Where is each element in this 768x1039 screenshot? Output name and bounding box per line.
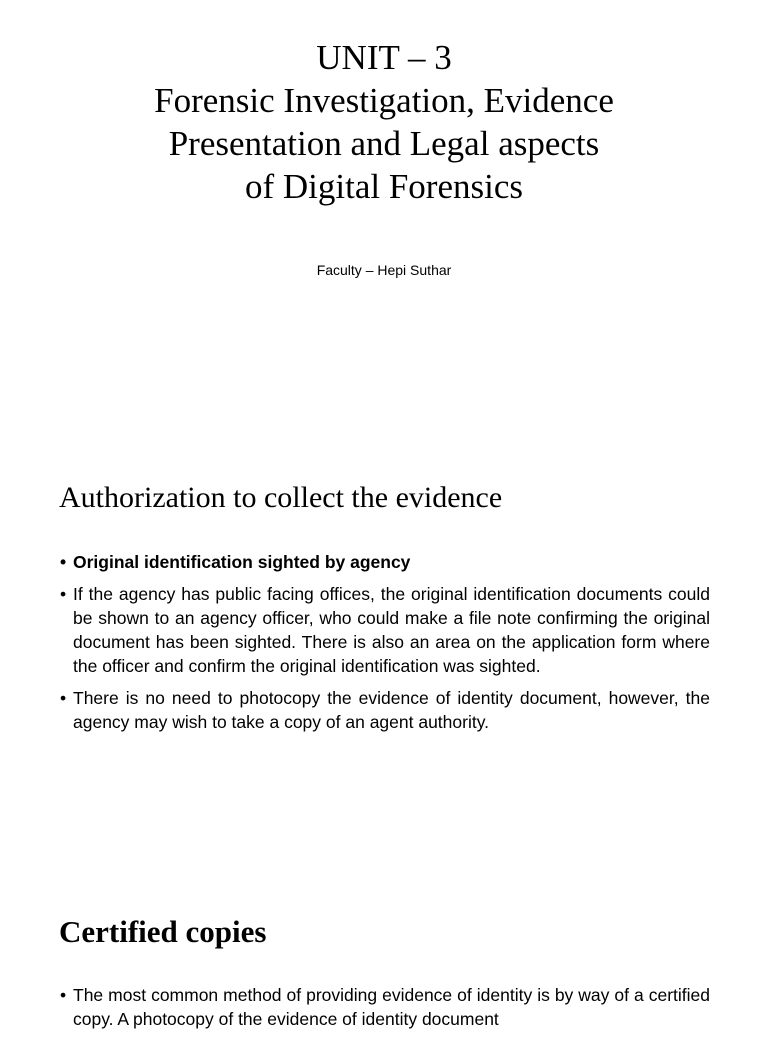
- title-line: UNIT – 3: [316, 38, 452, 77]
- bullet-list: [60, 550, 710, 742]
- slide-heading: Certified copies: [59, 914, 267, 949]
- slide-certified-copies: [0, 880, 768, 1029]
- title-line: of Digital Forensics: [244, 167, 524, 206]
- title-line: Forensic Investigation, Evidence: [154, 81, 614, 120]
- slide-title: [0, 0, 768, 440]
- bullet-list: [60, 983, 710, 1039]
- unit-title: [40, 36, 728, 208]
- bullet-item: • Original identification sighted by agency: [60, 550, 710, 574]
- slide-authorization: [0, 440, 768, 880]
- bullet-item: • The most common method of providing evidence of identity is by way of a certified copy. A photocopy of the evidence of identity document: [60, 983, 710, 1031]
- bullet-item: • There is no need to photocopy the evidence of identity document, however, the agency may wish to take a copy of an agent authority.: [60, 686, 710, 734]
- slide-heading: Authorization to collect the evidence: [59, 481, 503, 514]
- bullet-item: • If the agency has public facing offices, the original identification documents could be shown to an agency officer, who could make a file note confirming the original document has been sighted. There is also an area on the application form where the officer and confirm the original identification was sighted.: [60, 582, 710, 678]
- faculty-name: Faculty – Hepi Suthar: [316, 262, 452, 278]
- title-line: Presentation and Legal aspects: [168, 124, 600, 163]
